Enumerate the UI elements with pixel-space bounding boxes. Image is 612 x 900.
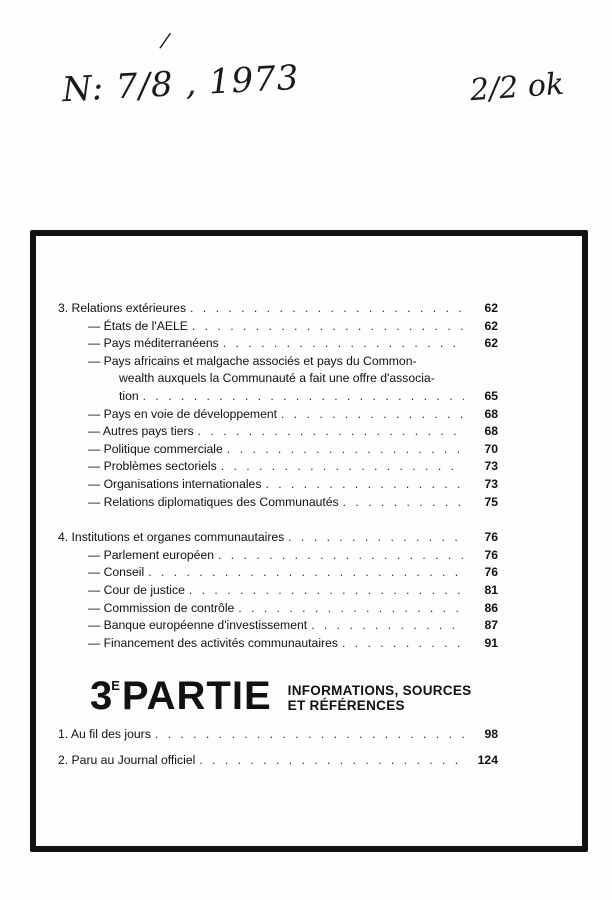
partie-superscript: E	[111, 678, 120, 693]
toc-item[interactable]: — Pays en voie de développement . . . 68	[58, 406, 498, 424]
partie-number: 3	[90, 674, 112, 718]
toc-item[interactable]: — Financement des activités communautaires . . . 91	[58, 635, 498, 653]
toc-item[interactable]: — Pays méditerranéens . . . 62	[58, 335, 498, 353]
partie-subtitle: INFORMATIONS, SOURCES ET RÉFÉRENCES	[287, 683, 472, 713]
partie-3-heading	[90, 676, 471, 716]
toc-item[interactable]: 2. Paru au Journal officiel . . . 124	[58, 752, 498, 770]
toc-item[interactable]: — États de l'AELE . . . 62	[58, 318, 498, 336]
partie-3-toc	[58, 726, 498, 777]
table-of-contents	[58, 300, 498, 652]
toc-item[interactable]: — Relations diplomatiques des Communautés . . . 75	[58, 494, 498, 512]
toc-item[interactable]: — Cour de justice . . . 81	[58, 582, 498, 600]
toc-item[interactable]: — Banque européenne d'investissement . . . 87	[58, 617, 498, 635]
toc-item[interactable]: — Commission de contrôle . . . 86	[58, 600, 498, 618]
toc-section-4[interactable]: 4. Institutions et organes communautaires . . . 76	[58, 529, 498, 547]
toc-item-multiline[interactable]: — Pays africains et malgache associés et pays du Common- wealth auxquels la Communauté a fait une offre d'associa- tion . . . 65	[58, 353, 498, 406]
handwritten-slash: /	[160, 27, 171, 53]
toc-item[interactable]: 1. Au fil des jours . . . 98	[58, 726, 498, 744]
toc-item[interactable]: — Problèmes sectoriels . . . 73	[58, 458, 498, 476]
toc-item[interactable]: — Politique commerciale . . . 70	[58, 441, 498, 459]
toc-section-3[interactable]: 3. Relations extérieures . . . 62	[58, 300, 498, 318]
toc-item[interactable]: — Parlement européen . . . 76	[58, 547, 498, 565]
toc-item[interactable]: — Conseil . . . 76	[58, 564, 498, 582]
handwritten-reference: N: 7/8 , 1973	[61, 57, 301, 111]
toc-item[interactable]: — Autres pays tiers . . . 68	[58, 423, 498, 441]
partie-word: PARTIE	[121, 674, 272, 718]
handwritten-check: 2/2 ok	[468, 66, 566, 109]
toc-item[interactable]: — Organisations internationales . . . 73	[58, 476, 498, 494]
